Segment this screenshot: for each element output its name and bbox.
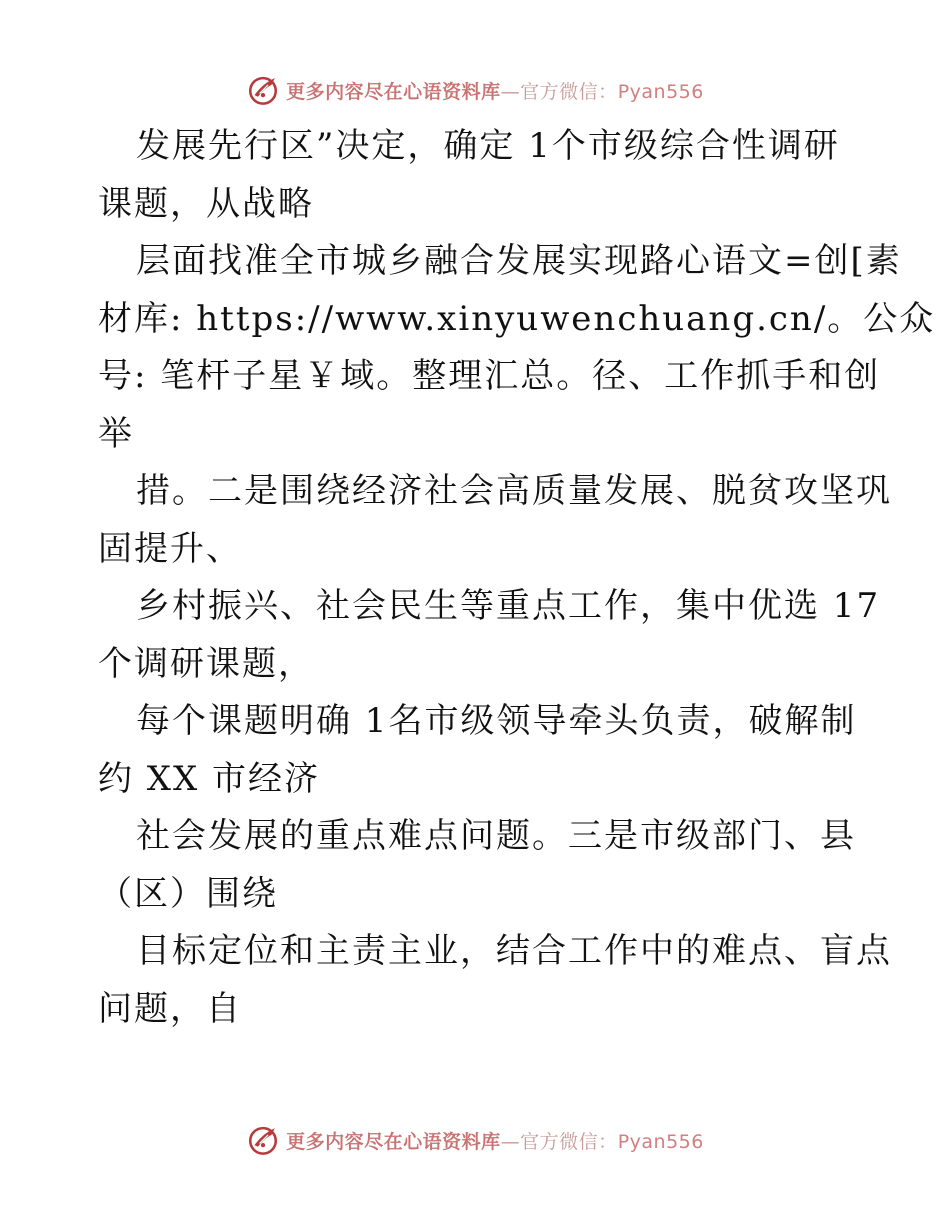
body-line: 发展先行区”决定，确定 1个市级综合性调研 [136,126,840,166]
xinyu-logo-icon [246,73,280,107]
body-line: 约 XX 市经济 [98,758,321,799]
body-line: 号: 笔杆子星￥域。整理汇总。径、工作抓手和创 [98,356,881,396]
footer-banner [0,1120,950,1160]
body-line: 措。二是围绕经济社会高质量发展、脱贫攻坚巩 [136,471,892,511]
document-body [98,118,936,1038]
body-line: 目标定位和主责主业，结合工作中的难点、盲点 [136,931,892,971]
body-line: 层面找准全市城乡融合发展实现路心语文=创[素 [136,241,902,281]
banner-text [286,1127,704,1154]
banner-official-label: 官方微信： [520,1130,618,1153]
body-line: 固提升、 [98,528,242,569]
body-line: 问题，自 [98,988,242,1029]
body-line: 每个课题明确 1名市级领导牵头负责，破解制 [136,701,857,741]
banner-separator: — [500,80,521,103]
header-banner [0,70,950,110]
body-line: （区）围绕 [98,873,278,914]
banner-text [286,77,704,104]
body-line: 个调研课题， [98,643,314,684]
banner-library-name: 更多内容尽在心语资料库 [286,80,501,103]
body-line: 课题，从战略 [98,183,314,224]
body-line: 材库: https://www.xinyuwenchuang.cn/。公众 [98,298,936,339]
body-line: 社会发展的重点难点问题。三是市级部门、县 [136,816,856,856]
body-line: 乡村振兴、社会民生等重点工作，集中优选 17 [136,586,881,626]
banner-wechat-id: Pyan556 [617,80,704,103]
body-line: 举 [98,413,134,454]
banner-library-name: 更多内容尽在心语资料库 [286,1130,501,1153]
banner-wechat-id: Pyan556 [617,1130,704,1153]
banner-official-label: 官方微信： [520,80,618,103]
banner-separator: — [500,1130,521,1153]
xinyu-logo-icon [246,1123,280,1157]
